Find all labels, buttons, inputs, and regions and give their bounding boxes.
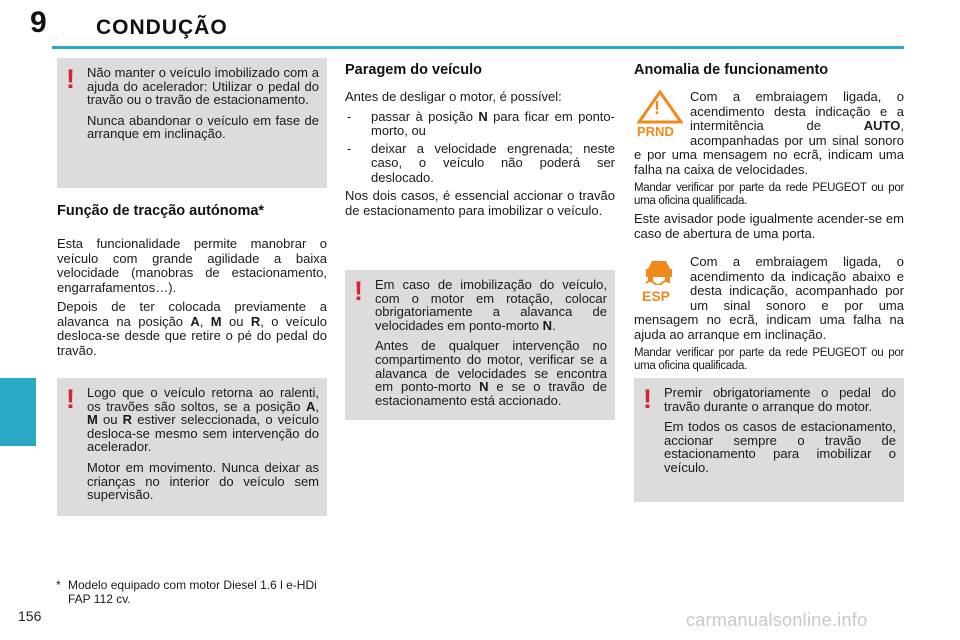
service-note: Mandar verificar por parte da rede PEUGEOT ou por uma oficina qualificada. [634, 347, 904, 372]
chapter-side-tab [0, 378, 36, 446]
gearbox-warning-icon [634, 90, 686, 146]
options-list [345, 110, 615, 186]
warning-note-text: Premir obrigatoriamente o pedal do travão durante o arranque do motor. [664, 385, 896, 414]
esp-warning-icon [634, 255, 686, 311]
watermark: carmanualsonline.info [686, 610, 868, 630]
list-item: - passar à posição N para ficar em ponto-morto, ou [345, 110, 615, 139]
autonomous-traction-section [57, 203, 327, 363]
prnd-label: PRND [637, 124, 674, 139]
warning-note-idle [57, 58, 327, 188]
header-rule [52, 46, 904, 49]
paragraph: Esta funcionalidade permite manobrar o veículo com grande agilidade a baixa velocidade (manobras de estacionamento, engarrafamentos…). [57, 236, 327, 295]
vehicle-stop-section [345, 62, 615, 223]
page-number: 156 [18, 608, 42, 624]
paragraph: Antes de desligar o motor, é possível: [345, 89, 562, 104]
footnote-asterisk: * [56, 578, 61, 592]
warning-note-text: Antes de qualquer intervenção no compartimento do motor, verificar se a alavanca de velocidades se encontra em ponto-morto N e se o travão de estacionamento está accionado. [375, 338, 608, 408]
paragraph: Com a embraiagem ligada, o acendimento da indicação abaixo e desta indicação, acompanhado por um sinal sonoro e por uma mensagem no ecrã, indicam uma falha na ajuda ao arranque em inclinação. [634, 254, 904, 342]
chapter-title: CONDUÇÃO [96, 16, 228, 39]
section-title: Paragem do veículo [345, 62, 482, 78]
warning-exclamation-icon: ! [354, 276, 363, 306]
paragraph: Este avisador pode igualmente acender-se em caso de abertura de uma porta. [634, 211, 904, 241]
section-title: Função de tracção autónoma* [57, 203, 265, 219]
warning-exclamation-icon: ! [66, 384, 75, 414]
gearbox-warning-symbol: ! [654, 98, 660, 118]
footnote-text: Modelo equipado com motor Diesel 1.6 l e-HDi FAP 112 cv. [68, 578, 317, 606]
chapter-number: 9 [30, 6, 47, 39]
footnote [58, 578, 328, 606]
paragraph: Com a embraiagem ligada, o acendimento desta indicação e a intermitência de AUTO, acompanhadas por um sinal sonoro e por uma mensagem no ecrã, indicam uma falha na caixa de velocidades. [634, 89, 904, 177]
warning-note-text: Em todos os casos de estacionamento, accionar sempre o travão de estacionamento para imobilizar o veículo. [664, 419, 896, 475]
service-note: Mandar verificar por parte da rede PEUGEOT ou por uma oficina qualificada. [634, 182, 904, 207]
warning-note-text: Em caso de imobilização do veículo, com o motor em rotação, colocar obrigatoriamente a alavanca de velocidades em ponto-morto N. [375, 277, 607, 333]
warning-note-idle-speed [57, 378, 327, 516]
warning-note-brake [634, 378, 904, 502]
paragraph: Depois de ter colocada previamente a alavanca na posição A, M ou R, o veículo desloca-se desde que retire o pé do pedal do travão. [57, 299, 327, 358]
warning-note-neutral [345, 270, 615, 420]
warning-exclamation-icon: ! [643, 384, 652, 414]
warning-exclamation-icon: ! [66, 64, 75, 94]
warning-note-text: Motor em movimento. Nunca deixar as crianças no interior do veículo sem supervisão. [87, 459, 319, 503]
warning-note-text: Não manter o veículo imobilizado com a ajuda do acelerador: Utilizar o pedal do travão ou o travão de estacionamento. [87, 65, 319, 108]
section-title: Anomalia de funcionamento [634, 62, 829, 78]
warning-note-text: Nunca abandonar o veículo em fase de arranque em inclinação. [87, 112, 319, 142]
malfunction-section [634, 62, 904, 377]
esp-label: ESP [642, 288, 671, 304]
list-item: - deixar a velocidade engrenada; neste caso, o veículo não poderá ser deslocado. [345, 142, 615, 186]
warning-note-text: Logo que o veículo retorna ao ralenti, os travões são soltos, se a posição A, M ou R estiver seleccionada, o veículo desloca-se mesmo sem intervenção do acelerador. [87, 385, 319, 455]
paragraph: Nos dois casos, é essencial accionar o travão de estacionamento para imobilizar o veículo. [345, 188, 615, 218]
